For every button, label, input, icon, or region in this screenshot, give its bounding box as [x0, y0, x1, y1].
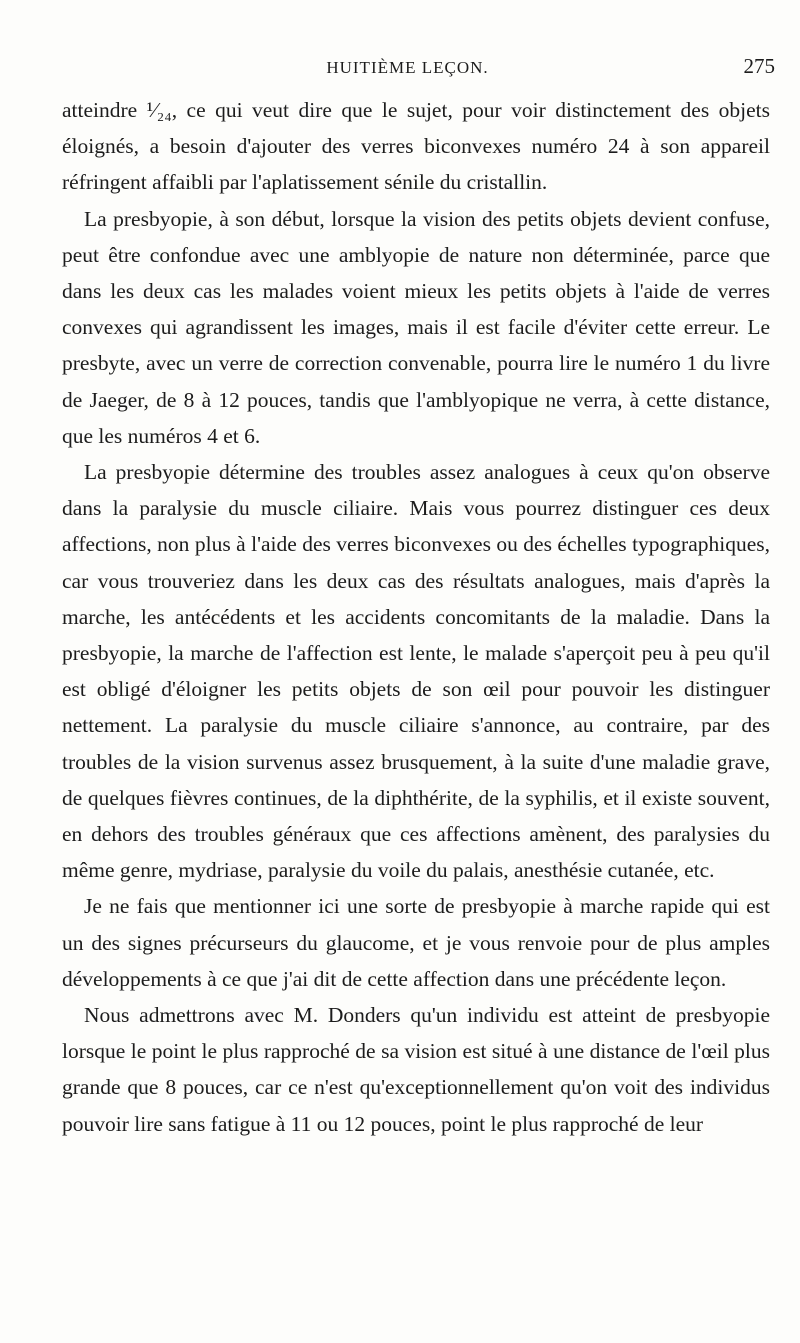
paragraph-presbyopia-amblyopia: La presbyopie, à son début, lorsque la vision des petits objets devient confuse, peut être confondue avec une amblyopie de nature non déterminée, parce que dans les deux cas les malades voient mieux les petits objets à l'aide de verres convexes qui agrandissent les images, mais il est facile d'éviter cette erreur. Le presbyte, avec un verre de correction convenable, pourra lire le numéro 1 du livre de Jaeger, de 8 à 12 pouces, tandis que l'amblyopique ne verra, à cette distance, que les numéros 4 et 6.: [62, 206, 770, 448]
paragraph-ciliary-paralysis: La presbyopie détermine des troubles assez analogues à ceux qu'on observe dans la paralysie du muscle ciliaire. Mais vous pourrez distinguer ces deux affections, non plus à l'aide des verres biconvexes ou des échelles typographiques, car vous trouveriez dans les deux cas des résultats analogues, mais d'après la marche, les antécédents et les accidents concomitants de la maladie. Dans la presbyopie, la marche de l'affection est lente, le malade s'aperçoit peu à peu qu'il est obligé d'éloigner les petits objets de son œil pour pouvoir les distinguer nettement. La paralysie du muscle ciliaire s'annonce, au contraire, par des troubles de la vision survenus assez brusquement, à la suite d'une maladie grave, de quelques fièvres continues, de la diphthérite, de la syphilis, et il existe souvent, en dehors des troubles généraux que ces affections amènent, des paralysies du même genre, mydriase, paralysie du voile du palais, anesthésie cutanée, etc.: [62, 460, 770, 883]
page-number: 275: [743, 54, 775, 78]
paragraph-donders: Nous admettrons avec M. Donders qu'un individu est atteint de presbyopie lorsque le point le plus rapproché de sa vision est situé à une distance de l'œil plus grande que 8 pouces, car ce n'est qu'exceptionnellement qu'on voit des individus pouvoir lire sans fatigue à 11 ou 12 pouces, point le plus rapproché de leur: [62, 1003, 770, 1136]
running-header: [40, 54, 775, 88]
paragraph-continuation: atteindre ¹⁄₂₄, ce qui veut dire que le sujet, pour voir distinctement des objets éloignés, a besoin d'ajouter des verres biconvexes numéro 24 à son appareil réfringent affaibli par l'aplatissement sénile du cristallin.: [62, 98, 770, 195]
body-text: [62, 92, 770, 1142]
paragraph-glaucoma: Je ne fais que mentionner ici une sorte de presbyopie à marche rapide qui est un des signes précurseurs du glaucome, et je vous renvoie pour de plus amples développements à ce que j'ai dit de cette affection dans une précédente leçon.: [62, 894, 770, 991]
chapter-title: HUITIÈME LEÇON.: [326, 58, 489, 77]
